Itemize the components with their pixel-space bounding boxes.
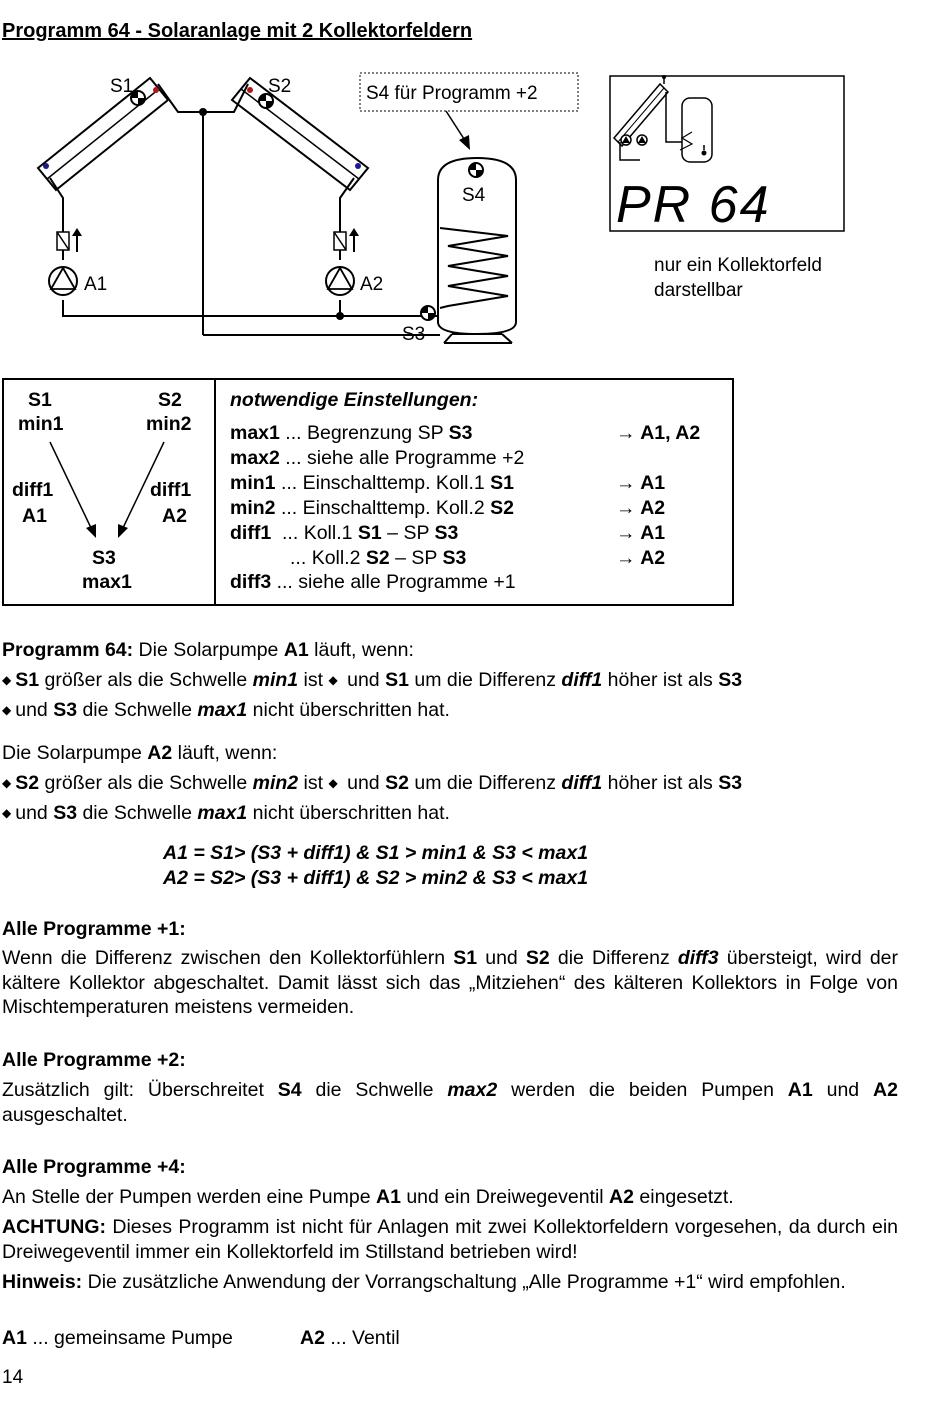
pump-a2-icon — [326, 267, 354, 295]
settings-divider — [214, 380, 216, 604]
setting-target-diff1-a: → A1 — [616, 522, 666, 544]
left-diff1-a: diff1 — [12, 479, 54, 501]
check-valve-1-icon — [57, 228, 82, 252]
left-a2: A2 — [162, 505, 187, 527]
condition-4: ◆ und S3 die Schwelle max1 nicht überschritten hat. — [2, 802, 450, 824]
left-max1: max1 — [82, 571, 132, 593]
sensor-s3-icon — [421, 306, 435, 320]
left-min1: min1 — [18, 413, 64, 435]
s4-note: S4 für Programm +2 — [366, 83, 538, 104]
ap1-text: Wenn die Differenz zwischen den Kollektorfühlern S1 und S2 die Differenz diff3 übersteigt, wird der kältere Kollektor abgeschaltet. Damit lässt sich das „Mitziehen“ des kälteren Kollektors in Folge von Mischtemperaturen meistens vermeiden. — [2, 947, 898, 1018]
ap4-heading: Alle Programme +4: — [2, 1156, 186, 1178]
left-s2: S2 — [158, 389, 182, 411]
left-diff1-b: diff1 — [150, 479, 192, 501]
a2-intro: Die Solarpumpe A2 läuft, wenn: — [2, 742, 278, 764]
label-s4: S4 — [462, 185, 486, 206]
setting-row-min2: min2 ... Einschalttemp. Koll.2 S2 — [230, 497, 514, 519]
label-s2: S2 — [268, 76, 292, 97]
formula-a1: A1 = S1> (S3 + diff1) & S1 > min1 & S3 < max1 — [163, 842, 589, 864]
display-readout: PR 64 — [616, 176, 771, 234]
setting-row-diff1-b: ... Koll.2 S2 – SP S3 — [290, 547, 467, 569]
warning-text: ACHTUNG: Dieses Programm ist nicht für Anlagen mit zwei Kollektorfeldern vorgesehen, da durch ein Dreiwegeventil immer ein Kollektorfeld im Stillstand betrieben wird! — [2, 1216, 898, 1263]
ap4-text: An Stelle der Pumpen werden eine Pumpe A1 und ein Dreiwegeventil A2 eingesetzt. — [2, 1186, 734, 1208]
left-min2: min2 — [146, 413, 192, 435]
left-arrows — [4, 380, 214, 606]
legend-a1: A1 ... gemeinsame Pumpe — [2, 1327, 233, 1349]
setting-target-min2: → A2 — [616, 497, 666, 519]
controller-display — [610, 75, 844, 234]
page-number: 14 — [2, 1367, 24, 1388]
setting-target-diff1-b: → A2 — [616, 547, 666, 569]
setting-row-diff3: diff3 ... siehe alle Programme +1 — [230, 571, 516, 593]
page-title: Programm 64 - Solaranlage mit 2 Kollektorfeldern — [2, 20, 473, 42]
setting-row-max2: max2 ... siehe alle Programme +2 — [230, 447, 525, 469]
settings-box — [2, 378, 734, 606]
left-s1: S1 — [28, 389, 52, 411]
left-s3: S3 — [92, 547, 116, 569]
pump-a1-icon — [49, 267, 77, 295]
condition-1: ◆ S1 größer als die Schwelle min1 ist ◆ und S1 um die Differenz diff1 höher ist als S3 — [2, 669, 743, 691]
ap2-text: Zusätzlich gilt: Überschreitet S4 die Schwelle max2 werden die beiden Pumpen A1 und A2 ausgeschaltet. — [2, 1079, 898, 1126]
ap2-heading: Alle Programme +2: — [2, 1049, 186, 1071]
setting-row-diff1-a: diff1 ... Koll.1 S1 – SP S3 — [230, 522, 459, 544]
condition-2: ◆ und S3 die Schwelle max1 nicht überschritten hat. — [2, 699, 450, 721]
junction-dot-bottom — [336, 312, 344, 320]
setting-row-max1: max1 ... Begrenzung SP S3 — [230, 422, 473, 444]
label-s3: S3 — [402, 324, 426, 345]
left-a1: A1 — [22, 505, 47, 527]
check-valve-2-icon — [334, 228, 359, 252]
legend-a2: A2 ... Ventil — [300, 1327, 400, 1349]
junction-dot-top — [199, 108, 207, 116]
settings-heading: notwendige Einstellungen: — [230, 389, 479, 411]
p64-intro: Programm 64: Die Solarpumpe A1 läuft, wenn: — [2, 639, 414, 661]
display-caption-2: darstellbar — [654, 280, 743, 301]
collector-1 — [38, 78, 168, 190]
setting-row-min1: min1 ... Einschalttemp. Koll.1 S1 — [230, 472, 514, 494]
condition-3: ◆ S2 größer als die Schwelle min2 ist ◆ und S2 um die Differenz diff1 höher ist als S3 — [2, 772, 743, 794]
sensor-s4-icon — [469, 163, 483, 177]
label-a2: A2 — [360, 274, 384, 295]
setting-target-max1: → A1, A2 — [616, 422, 701, 444]
collector-2 — [232, 78, 368, 190]
label-s1: S1 — [110, 76, 134, 97]
display-caption-1: nur ein Kollektorfeld — [654, 255, 822, 276]
label-a1: A1 — [84, 274, 108, 295]
ap1-heading: Alle Programme +1: — [2, 918, 186, 940]
hydraulic-diagram — [0, 60, 950, 360]
hint-text: Hinweis: Die zusätzliche Anwendung der Vorrangschaltung „Alle Programme +1“ wird empfohlen. — [2, 1271, 846, 1293]
formula-a2: A2 = S2> (S3 + diff1) & S2 > min2 & S3 < max1 — [163, 867, 589, 889]
setting-target-min1: → A1 — [616, 472, 666, 494]
